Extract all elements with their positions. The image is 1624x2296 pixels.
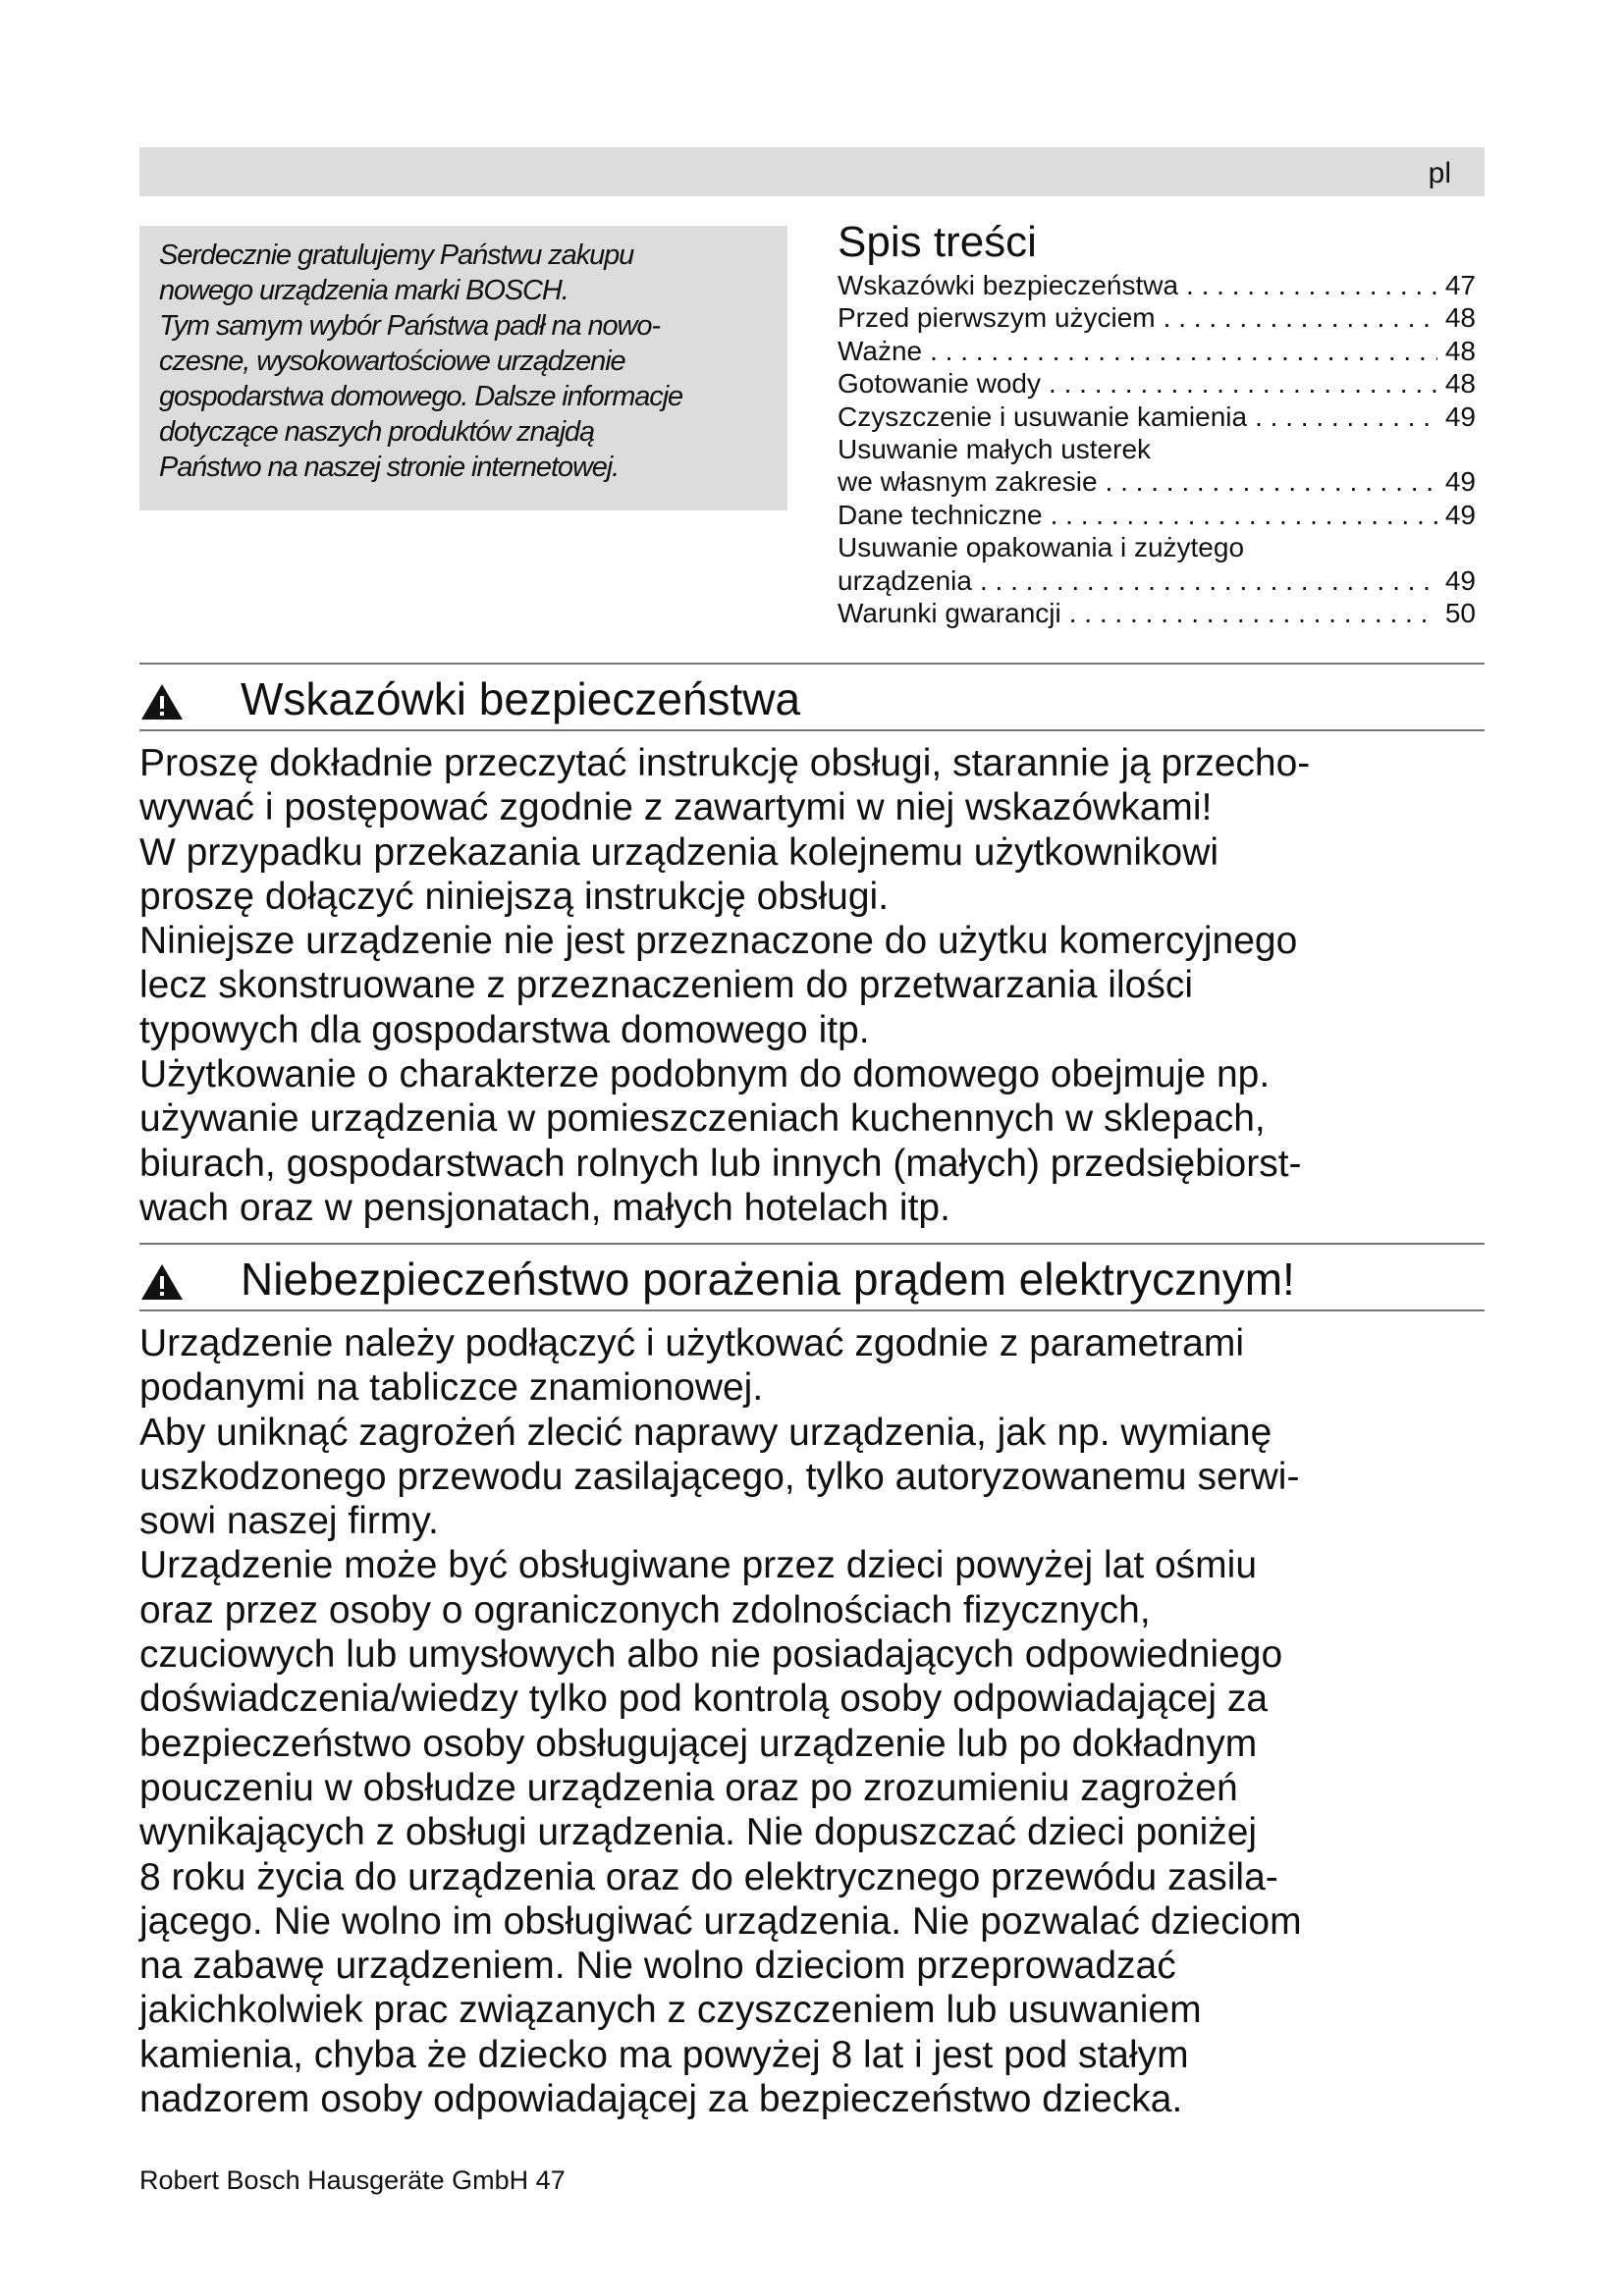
section-body — [139, 1321, 1485, 2121]
body-text-line: kamienia, chyba że dziecko ma powyżej 8 lat i jest pod stałym — [139, 2033, 1189, 2076]
toc-entry-label: Czyszczenie i usuwanie kamienia — [838, 400, 1248, 432]
intro-line: gospodarstwa domowego. Dalsze informacje — [159, 381, 683, 412]
section-body — [139, 741, 1485, 1230]
section-title: Niebezpieczeństwo porażenia prądem elektrycznym! — [241, 1254, 1295, 1305]
body-text-line: nadzorem osoby odpowiadającej za bezpieczeństwo dziecka. — [139, 2078, 1183, 2121]
body-text-line: używanie urządzenia w pomieszczeniach kuchennych w sklepach, — [139, 1097, 1266, 1141]
warning-triangle-icon — [139, 682, 185, 721]
intro-box — [139, 226, 787, 510]
toc-entry-page: 48 — [1444, 368, 1476, 400]
toc-entry-label: Ważne — [838, 335, 923, 366]
body-text-line: oraz przez osoby o ograniczonych zdolnościach fizycznych, — [139, 1588, 1151, 1631]
toc-entry-label: we własnym zakresie — [838, 466, 1098, 498]
body-text-line: na zabawę urządzeniem. Nie wolno dzieciom przeprowadzać — [139, 1945, 1176, 1988]
body-text-line: Niniejsze urządzenie nie jest przeznaczone do użytku komercyjnego — [139, 920, 1298, 963]
intro-line: Tym samym wybór Państwa padł na nowo- — [159, 310, 660, 342]
body-text-line: uszkodzonego przewodu zasilającego, tylko autoryzowanemu serwi- — [139, 1455, 1300, 1498]
body-text-line: sowi naszej firmy. — [139, 1500, 439, 1543]
toc-entry — [838, 367, 1476, 400]
body-text-line: czuciowych lub umysłowych albo nie posiadających odpowiedniego — [139, 1633, 1283, 1677]
body-text-line: W przypadku przekazania urządzenia kolejnemu użytkownikowi — [139, 830, 1219, 874]
toc-entry-label: Warunki gwarancji — [838, 598, 1061, 629]
toc-entry-label: Wskazówki bezpieczeństwa — [838, 270, 1179, 300]
header-bar — [139, 147, 1485, 196]
toc-entry-page: 50 — [1444, 598, 1476, 629]
toc-entry-page: 49 — [1444, 499, 1476, 530]
toc-entry-label: Dane techniczne — [838, 499, 1043, 530]
body-text-line: Użytkowanie o charakterze podobnym do domowego obejmuje np. — [139, 1053, 1271, 1096]
toc-entry-label: Przed pierwszym użyciem — [838, 302, 1156, 334]
body-text-line: biurach, gospodarstwach rolnych lub innych (małych) przedsiębiorst- — [139, 1142, 1302, 1185]
intro-line: Państwo na naszej stronie internetowej. — [159, 452, 620, 483]
intro-line: nowego urządzenia marki BOSCH. — [159, 275, 568, 306]
page-footer: Robert Bosch Hausgeräte GmbH 47 — [139, 2165, 566, 2195]
toc-leader-dots — [972, 564, 1437, 597]
body-text-line: Proszę dokładnie przeczytać instrukcję obsługi, starannie ją przecho- — [139, 742, 1311, 784]
safety-section — [139, 663, 1485, 1230]
body-text-line: jącego. Nie wolno im obsługiwać urządzenia. Nie pozwalać dzieciom — [139, 1899, 1302, 1943]
toc-entry-label: Usuwanie opakowania i zużytego — [838, 532, 1245, 563]
toc-entry-label: Usuwanie małych usterek — [838, 434, 1152, 465]
toc-entry — [838, 531, 1476, 563]
body-text-line: Urządzenie należy podłączyć i użytkować zgodnie z parametrami — [139, 1322, 1245, 1364]
body-text-line: jakichkolwiek prac związanych z czyszczeniem lub usuwaniem — [139, 1989, 1202, 2032]
toc-entry — [838, 301, 1476, 334]
toc-leader-dots — [1061, 597, 1437, 629]
section-heading — [139, 663, 1485, 731]
toc-list — [838, 269, 1476, 629]
toc-entry — [838, 335, 1476, 367]
table-of-contents — [838, 218, 1476, 629]
body-text-line: pouczeniu w obsłudze urządzenia oraz po zrozumieniu zagrożeń — [139, 1766, 1238, 1809]
toc-entry — [838, 499, 1476, 531]
body-text-line: lecz skonstruowane z przeznaczeniem do przetwarzania ilości — [139, 964, 1193, 1007]
toc-leader-dots — [1178, 269, 1437, 301]
toc-entry-label: Gotowanie wody — [838, 368, 1042, 400]
toc-entry — [838, 597, 1476, 629]
toc-entry-page: 49 — [1444, 400, 1476, 432]
toc-leader-dots — [1247, 400, 1437, 433]
toc-entry — [838, 269, 1476, 301]
toc-leader-dots — [1041, 367, 1437, 400]
toc-entry-page: 49 — [1444, 564, 1476, 596]
body-text-line: doświadczenia/wiedzy tylko pod kontrolą osoby odpowiadającej za — [139, 1678, 1269, 1721]
intro-line: dotyczące naszych produktów znajdą — [159, 416, 594, 448]
toc-entry-page: 49 — [1444, 466, 1476, 498]
warning-triangle-icon — [139, 1262, 185, 1302]
language-code: pl — [1428, 157, 1451, 189]
toc-leader-dots — [1043, 499, 1437, 531]
toc-entry — [838, 400, 1476, 433]
toc-entry-label: urządzenia — [838, 564, 972, 596]
body-text-line: 8 roku życia do urządzenia oraz do elektrycznego przewódu zasila- — [139, 1855, 1278, 1898]
body-text-line: wach oraz w pensjonatach, małych hotelach itp. — [139, 1186, 950, 1229]
section-title: Wskazówki bezpieczeństwa — [241, 673, 801, 724]
toc-entry-page: 47 — [1444, 270, 1476, 300]
body-text-line: Urządzenie może być obsługiwane przez dzieci powyżej lat ośmiu — [139, 1544, 1258, 1587]
section-heading — [139, 1243, 1485, 1311]
toc-entry-page: 48 — [1444, 335, 1476, 366]
toc-entry — [838, 433, 1476, 465]
intro-line: czesne, wysokowartościowe urządzenie — [159, 346, 625, 377]
body-text-line: wynikających z obsługi urządzenia. Nie dopuszczać dzieci poniżej — [139, 1811, 1258, 1854]
electric-shock-section — [139, 1243, 1485, 2121]
body-text-line: bezpieczeństwo osoby obsługującej urządzenie lub po dokładnym — [139, 1722, 1258, 1765]
body-text-line: proszę dołączyć niniejszą instrukcję obsługi. — [139, 875, 890, 918]
toc-leader-dots — [1156, 301, 1437, 334]
toc-entry-page: 48 — [1444, 302, 1476, 334]
body-text-line: typowych dla gospodarstwa domowego itp. — [139, 1008, 870, 1051]
body-text-line: wywać i postępować zgodnie z zawartymi w niej wskazówkami! — [139, 786, 1213, 829]
toc-leader-dots — [1098, 465, 1437, 498]
body-text-line: podanymi na tabliczce znamionowej. — [139, 1366, 764, 1410]
toc-entry — [838, 564, 1476, 597]
body-text-line: Aby uniknąć zagrożeń zlecić naprawy urządzenia, jak np. wymianę — [139, 1411, 1272, 1454]
toc-title: Spis treści — [838, 218, 1037, 266]
toc-leader-dots — [922, 335, 1437, 367]
toc-entry — [838, 465, 1476, 498]
intro-line: Serdecznie gratulujemy Państwu zakupu — [159, 240, 634, 271]
